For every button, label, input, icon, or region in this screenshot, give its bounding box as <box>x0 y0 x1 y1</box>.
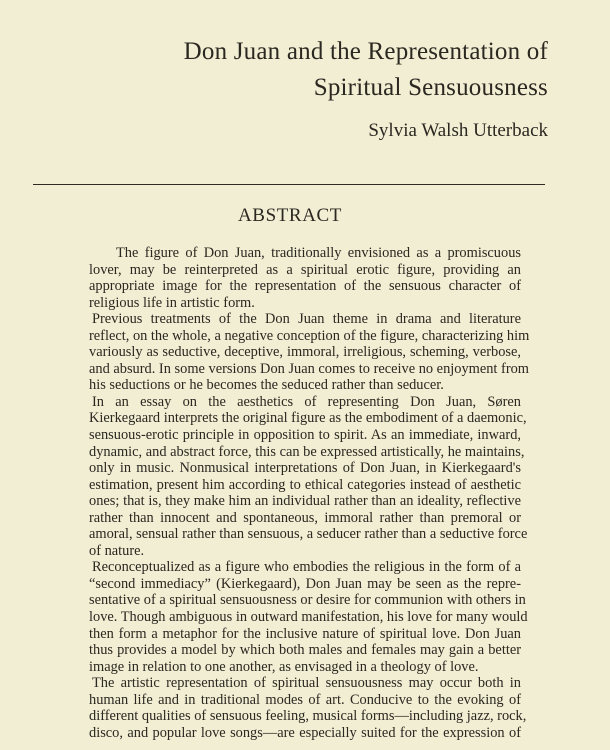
body-line: appropriate image for the representation of the sensuous character of <box>89 278 521 295</box>
body-line: only in music. Nonmusical interpretations of Don Juan, in Kierkegaard's <box>89 460 521 477</box>
body-line: different qualities of sensuous feeling, musical forms—including jazz, rock, <box>89 708 527 725</box>
body-line: love. Though ambiguous in outward manifestation, his love for many would <box>89 609 528 626</box>
abstract-body <box>89 245 530 741</box>
body-line: The figure of Don Juan, traditionally envisioned as a promiscuous <box>116 245 521 261</box>
body-line: dynamic, and abstract force, this can be expressed artistically, he maintains, <box>89 443 525 460</box>
abstract-heading: ABSTRACT <box>237 205 343 226</box>
body-line: then form a metaphor for the inclusive nature of spiritual love. Don Juan <box>89 625 521 642</box>
body-line: “second immediacy” (Kierkegaard), Don Juan may be seen as the repre- <box>89 575 521 592</box>
body-line: reflect, on the whole, a negative conception of the figure, characterizing him <box>89 327 530 344</box>
body-line: amoral, sensual rather than sensuous, a seducer rather than a seductive force <box>89 526 528 543</box>
section-divider <box>33 184 545 185</box>
body-line: human life and in traditional modes of art. Conducive to the evoking of <box>89 691 521 708</box>
article-title-line-1: Don Juan and the Representation of <box>183 38 548 65</box>
body-line: sentative of a spiritual sensuousness or desire for communion with others in <box>89 592 526 609</box>
body-line: sensuous-erotic principle in opposition to spirit. As an immediate, inward, <box>89 427 521 444</box>
author-name: Sylvia Walsh Utterback <box>368 120 548 141</box>
body-line: In an essay on the aesthetics of representing Don Juan, Søren <box>92 393 521 410</box>
body-line: variously as seductive, deceptive, immoral, irreligious, scheming, verbose, <box>89 344 521 361</box>
body-line: his seductions or he becomes the seduced rather than seducer. <box>89 377 444 394</box>
body-line: Previous treatments of the Don Juan theme in drama and literature <box>92 311 521 328</box>
body-line: and absurd. In some versions Don Juan comes to receive no enjoyment from <box>89 360 530 377</box>
body-line: religious life in artistic form. <box>89 294 255 311</box>
body-line: lover, may be reinterpreted as a spiritual erotic figure, providing an <box>89 261 521 278</box>
body-line: of nature. <box>89 542 145 559</box>
body-line: Reconceptualized as a figure who embodies the religious in the form of a <box>92 559 521 576</box>
body-line: The artistic representation of spiritual sensuousness may occur both in <box>92 675 521 692</box>
body-line: Kierkegaard interprets the original figure as the embodiment of a daemonic, <box>89 410 527 427</box>
body-line: rather than innocent and spontaneous, immoral rather than premoral or <box>89 509 521 526</box>
body-line: ones; that is, they make him an individual rather than an ideality, reflective <box>89 493 521 510</box>
body-line: disco, and popular love songs—are especially suited for the expression of <box>89 724 521 741</box>
body-line: image in relation to one another, as envisaged in a theology of love. <box>89 658 479 675</box>
article-title-line-2: Spiritual Sensuousness <box>313 74 548 101</box>
body-line: estimation, present him according to ethical categories instead of aesthetic <box>89 476 521 493</box>
body-line: thus provides a model by which both males and females may gain a better <box>89 642 521 659</box>
